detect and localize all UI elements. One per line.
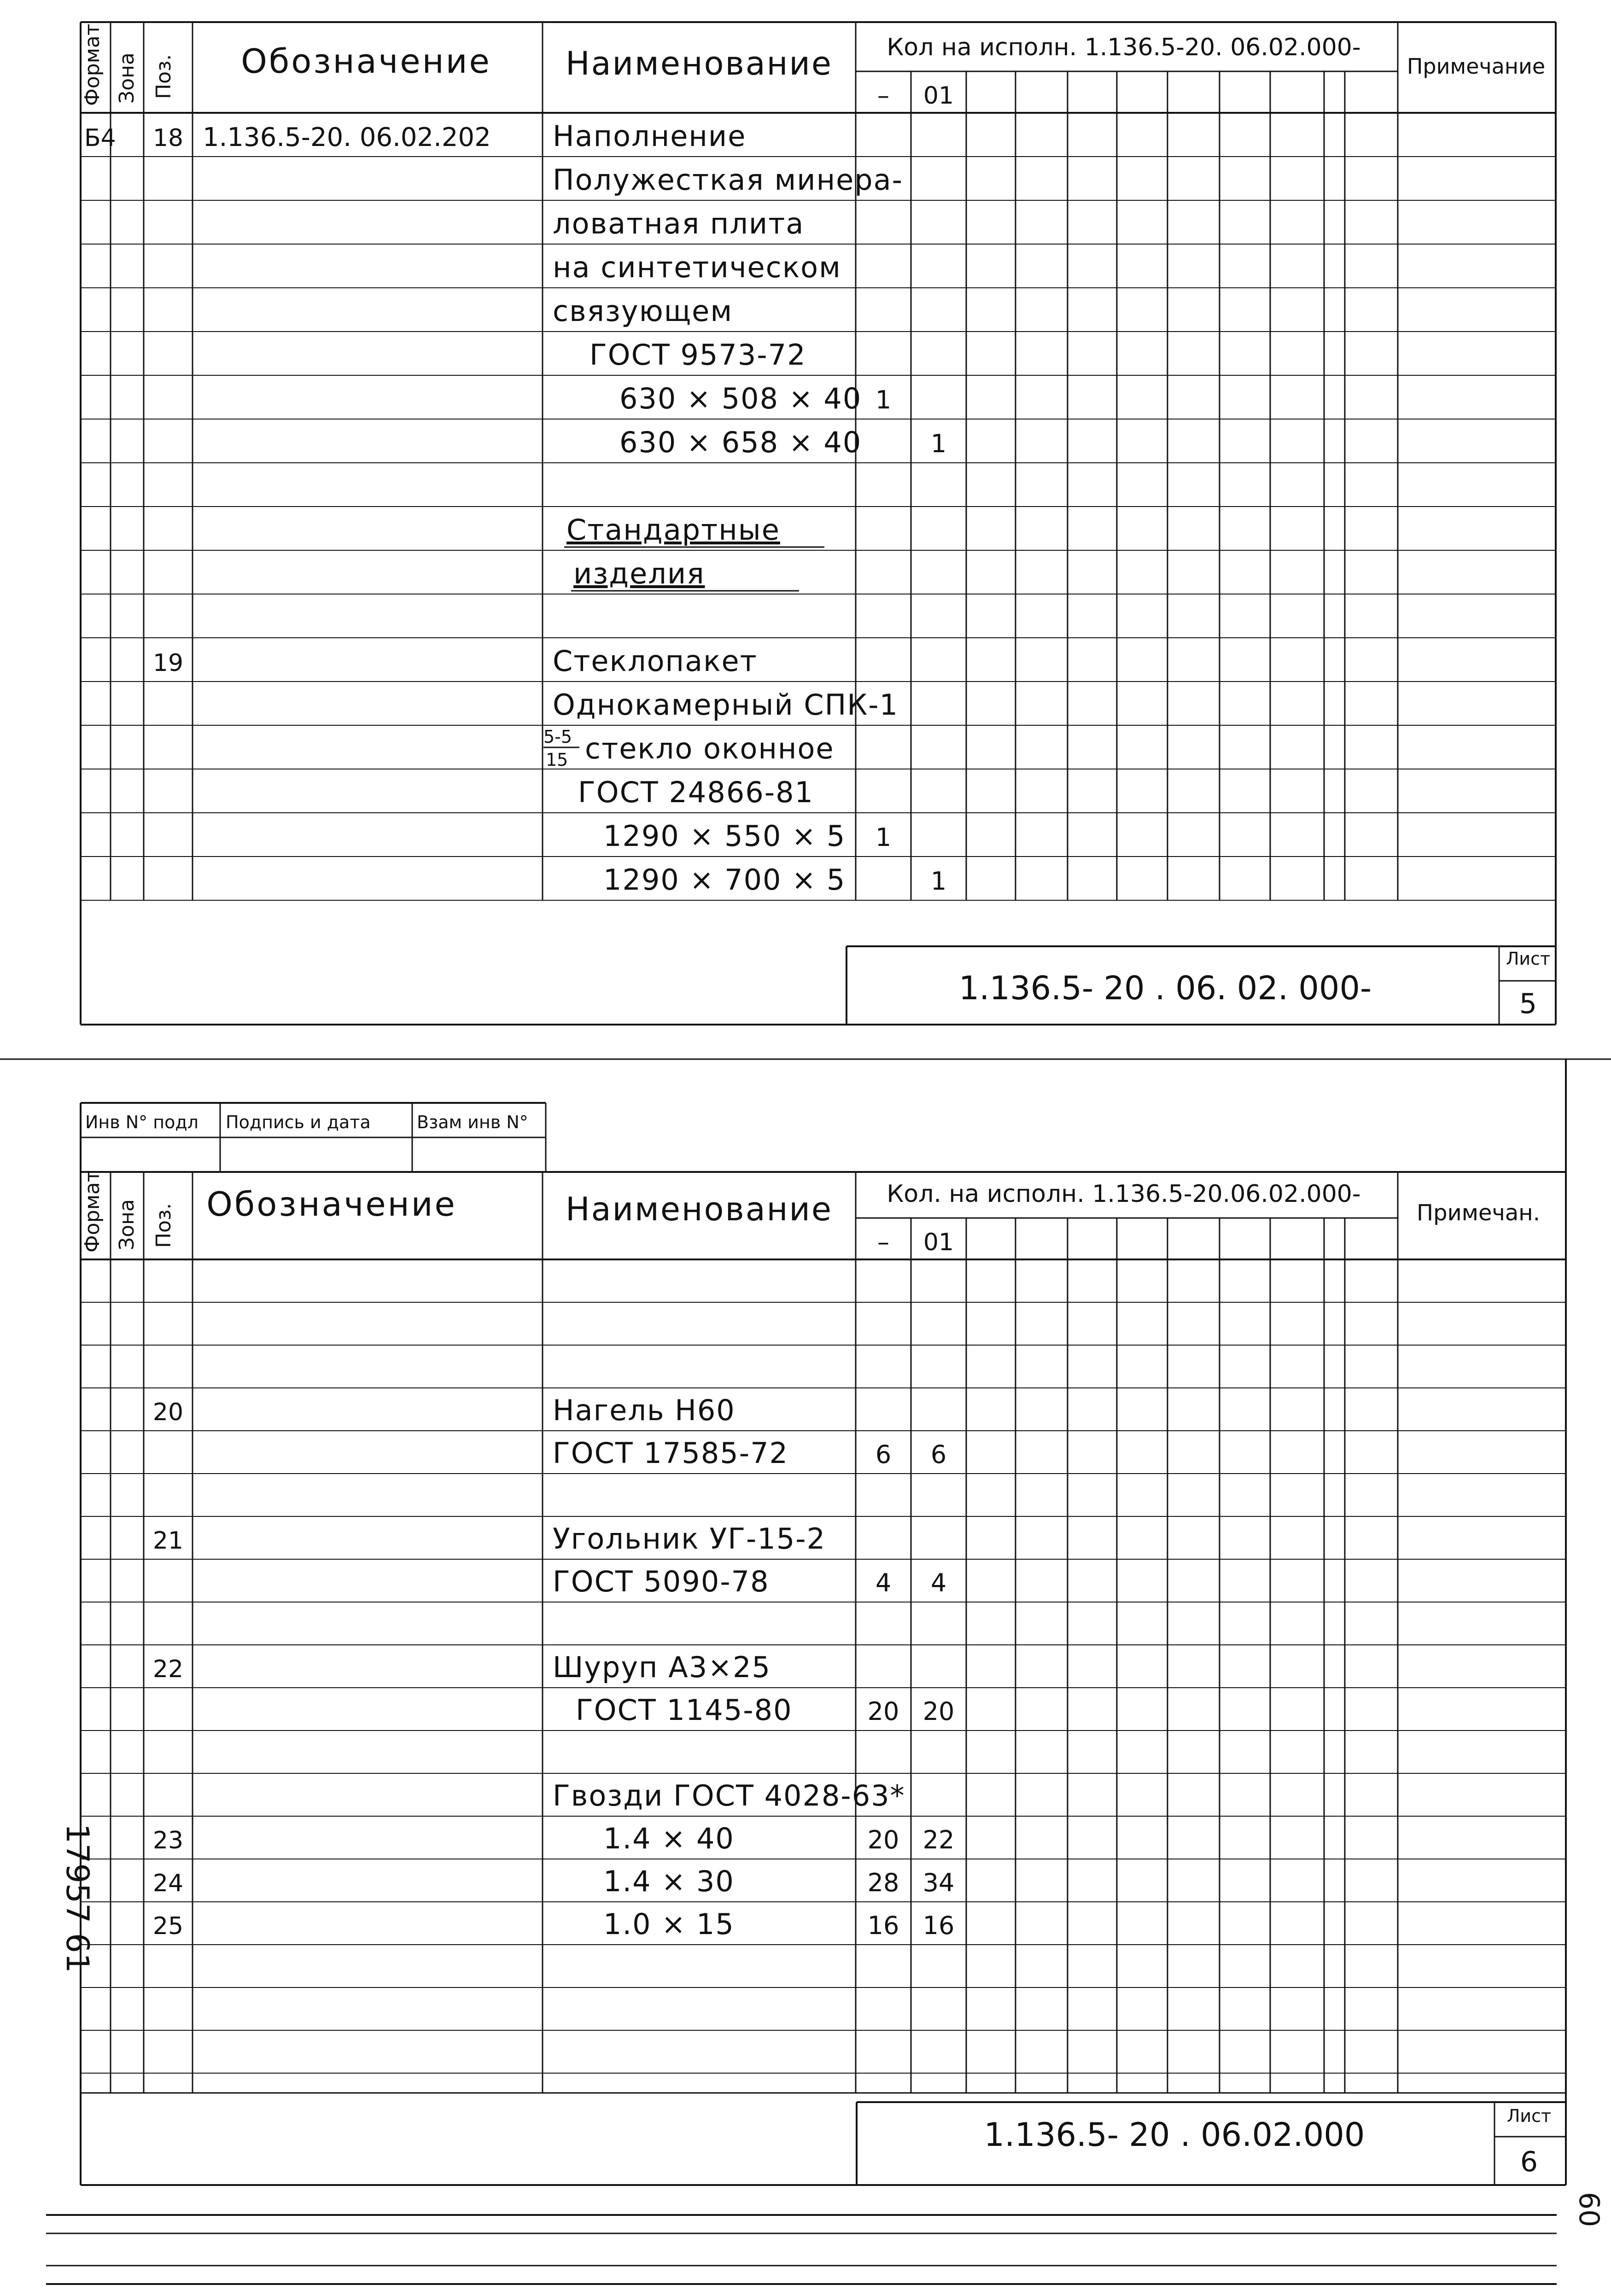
row-name: 630 × 508 × 40 — [619, 382, 862, 415]
row-name: 1.4 × 40 — [603, 1822, 735, 1855]
header-name: Наименование — [566, 45, 833, 82]
row-pos: 25 — [152, 1912, 184, 1940]
row-name: ловатная плита — [553, 207, 805, 240]
row-name: Стеклопакет — [553, 644, 758, 678]
row-name: 630 × 658 × 40 — [619, 425, 862, 459]
row-qty-dash: 1 — [875, 385, 892, 414]
header-name: Наименование — [566, 1190, 833, 1228]
row-name: 1.0 × 15 — [603, 1907, 735, 1941]
stamp-sheet-number: 6 — [1520, 2146, 1538, 2178]
row-pos: 23 — [152, 1827, 184, 1854]
header-qty-title: Кол. на исполн. 1.136.5-20.06.02.000- — [887, 1180, 1361, 1208]
row-qty-01: 20 — [922, 1697, 955, 1726]
row-name: Гвозди ГОСТ 4028-63* — [553, 1779, 905, 1812]
row-qty-dash: 28 — [867, 1868, 899, 1897]
stamp-sheet-label: Лист — [1506, 949, 1551, 969]
stamp-sheet-number: 5 — [1519, 988, 1537, 1020]
row-name: Шуруп А3×25 — [553, 1650, 771, 1684]
row-name: на синтетическом — [553, 251, 841, 284]
margin-note: 17957 61 — [59, 1824, 95, 1973]
row-name: ГОСТ 17585-72 — [553, 1436, 788, 1470]
row-qty-dash: 1 — [875, 823, 892, 852]
row-name: 1290 × 550 × 5 — [603, 819, 846, 853]
header-designation: Обозначение — [206, 1185, 457, 1224]
row-name: Наполнение — [553, 119, 747, 153]
fraction-top: 5-5 — [543, 727, 572, 747]
row-name: Полужесткая минера- — [553, 163, 903, 197]
row-pos: 20 — [152, 1399, 184, 1426]
row-name: Угольник УГ-15-2 — [553, 1522, 826, 1556]
header-qty-dash: – — [877, 82, 889, 110]
row-name: ГОСТ 5090-78 — [553, 1565, 770, 1598]
stamp-code: 1.136.5- 20 . 06.02.000 — [984, 2116, 1365, 2154]
row-name: ГОСТ 9573-72 — [590, 338, 806, 372]
row-name: 1.4 × 30 — [603, 1865, 735, 1898]
row-name: 1290 × 700 × 5 — [603, 863, 846, 897]
row-name: Однокамерный СПК-1 — [553, 688, 899, 722]
row-qty-dash: 20 — [867, 1697, 899, 1726]
row-pos: 18 — [152, 124, 184, 152]
row-pos: 21 — [152, 1527, 184, 1555]
row-qty-dash: 6 — [875, 1440, 892, 1469]
header-qty-dash: – — [877, 1229, 889, 1256]
header-qty-01: 01 — [923, 1229, 954, 1256]
row-qty-dash: 16 — [867, 1911, 899, 1940]
row-qty-01: 1 — [930, 867, 947, 896]
header-designation: Обозначение — [241, 42, 491, 81]
row-name: связующем — [553, 294, 733, 328]
row-name: изделия — [573, 557, 705, 590]
header-note: Примечание — [1407, 54, 1546, 79]
fraction-bottom: 15 — [546, 750, 568, 770]
stamp-sheet-label: Лист — [1506, 2106, 1552, 2126]
row-format: Б4 — [84, 124, 116, 152]
header-zone: Зона — [115, 52, 139, 104]
side-header-sign: Подпись и дата — [226, 1112, 371, 1132]
row-qty-01: 16 — [922, 1911, 955, 1940]
header-format: Формат — [81, 23, 104, 106]
side-header-inv: Инв N° подл — [85, 1112, 198, 1132]
row-qty-dash: 20 — [867, 1825, 899, 1854]
header-pos: Поз. — [152, 54, 175, 99]
row-name: стекло оконное — [585, 732, 835, 765]
header-pos: Поз. — [152, 1203, 175, 1248]
row-qty-01: 22 — [922, 1825, 955, 1854]
row-name: Нагель Н60 — [553, 1393, 735, 1427]
stamp-code: 1.136.5- 20 . 06. 02. 000- — [958, 969, 1372, 1007]
row-qty-01: 4 — [930, 1568, 947, 1597]
header-note: Примечан. — [1417, 1200, 1540, 1226]
row-name: ГОСТ 24866-81 — [578, 775, 814, 809]
header-zone: Зона — [115, 1199, 139, 1250]
header-qty-title: Кол на исполн. 1.136.5-20. 06.02.000- — [887, 34, 1361, 61]
row-name: ГОСТ 1145-80 — [576, 1693, 793, 1727]
row-qty-01: 34 — [922, 1868, 955, 1897]
row-pos: 19 — [152, 649, 184, 677]
row-designation: 1.136.5-20. 06.02.202 — [203, 122, 491, 152]
header-format: Формат — [81, 1170, 104, 1253]
header-qty-01: 01 — [923, 82, 954, 110]
corner-note: 60 — [1573, 2192, 1605, 2227]
side-header-swap: Взам инв N° — [417, 1112, 528, 1132]
row-qty-01: 1 — [930, 429, 947, 458]
row-pos: 22 — [152, 1655, 184, 1683]
row-qty-01: 6 — [930, 1440, 947, 1469]
row-qty-dash: 4 — [875, 1568, 892, 1597]
row-pos: 24 — [152, 1870, 184, 1897]
row-name: Стандартные — [566, 513, 780, 547]
